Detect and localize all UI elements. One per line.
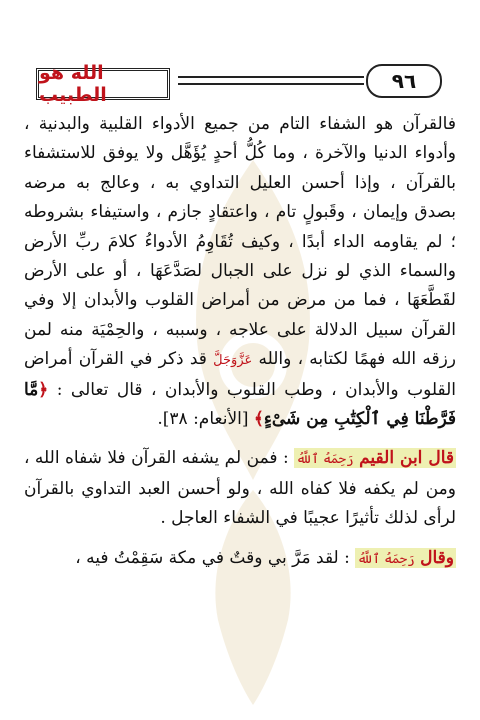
honorific-rahimahu-2: رَحِمَهُ ٱللَّهُ [357, 551, 415, 567]
paragraph-3 [24, 544, 456, 574]
paragraph-1-text-a: فالقرآن هو الشفاء التام من جميع الأدواء القلبية والبدنية ، وأدواء الدنيا والآخرة ، وما كُلُّ أحدٍ يُؤَهَّل ولا يوفق للاستشفاء بالقرآن ، وإذا أحسن العليل التداوي به ، وعالج به مرضه بصدق وإيمان ، وقَبولٍ تام ، واعتقادٍ جازم ، واستيفاء بشروطه ؛ لم يقاومه الداء أبدًا ، وكيف تُقَاوِمُ الأدواءُ كلامَ ربِّ الأرض والسماء الذي لو نزل على الجبال لصَدَّعَهَا ، أو على الأرض لقَطَّعَهَا ، فما من مرض من أمراض القلوب والأبدان إلا وفي القرآن سبيل الدلالة على علاجه ، وسببه ، والحِمْيَة منه لمن رزقه الله فهمًا لكتابه ، والله [24, 114, 457, 370]
speaker-name: قال ابن القيم [359, 448, 455, 469]
paragraph-2-text: : فمن لم يشفه القرآن فلا شفاه الله ، ومن لم يكفه فلا كفاه الله ، ولو أحسن العبد التداوي بالقرآن لرأى لذلك تأثيرًا عجيبًا في الشفاء العاجل . [24, 448, 456, 529]
paragraph-1-text-b: قد ذكر في القرآن أمراض القلوب والأبدان ، وطب القلوب والأبدان ، قال تعالى : [24, 349, 456, 400]
page-number-box [366, 64, 442, 98]
header-rule [178, 76, 364, 85]
verse-bracket-close: ﴾ [253, 409, 264, 430]
paragraph-1 [24, 110, 456, 434]
page-number: ٩٦ [391, 69, 417, 93]
paragraph-3-text: : لقد مَرَّ بي وقتٌ في مكة سَقِمْتُ فيه ، [75, 547, 350, 568]
speaker-highlight [294, 448, 456, 468]
page-header [22, 62, 458, 106]
running-title: الله هو الطبيب [39, 62, 107, 106]
speaker-highlight-2 [355, 548, 456, 568]
verse-bracket-open: ﴿ [38, 379, 49, 400]
quran-verse: مَّا فَرَّطْنَا فِي ٱلْكِتَٰبِ مِن شَىْءٍ [24, 379, 456, 430]
page-body [24, 110, 456, 574]
speaker-name-2: وقال [420, 547, 454, 568]
honorific-rahimahu: رَحِمَهُ ٱللَّهُ [296, 452, 354, 468]
running-title-box [36, 62, 170, 106]
honorific-azza: عَزَّوَجَلَّ [213, 353, 253, 369]
paragraph-2 [24, 444, 456, 533]
verse-citation: [الأنعام: ٣٨]. [157, 409, 249, 430]
